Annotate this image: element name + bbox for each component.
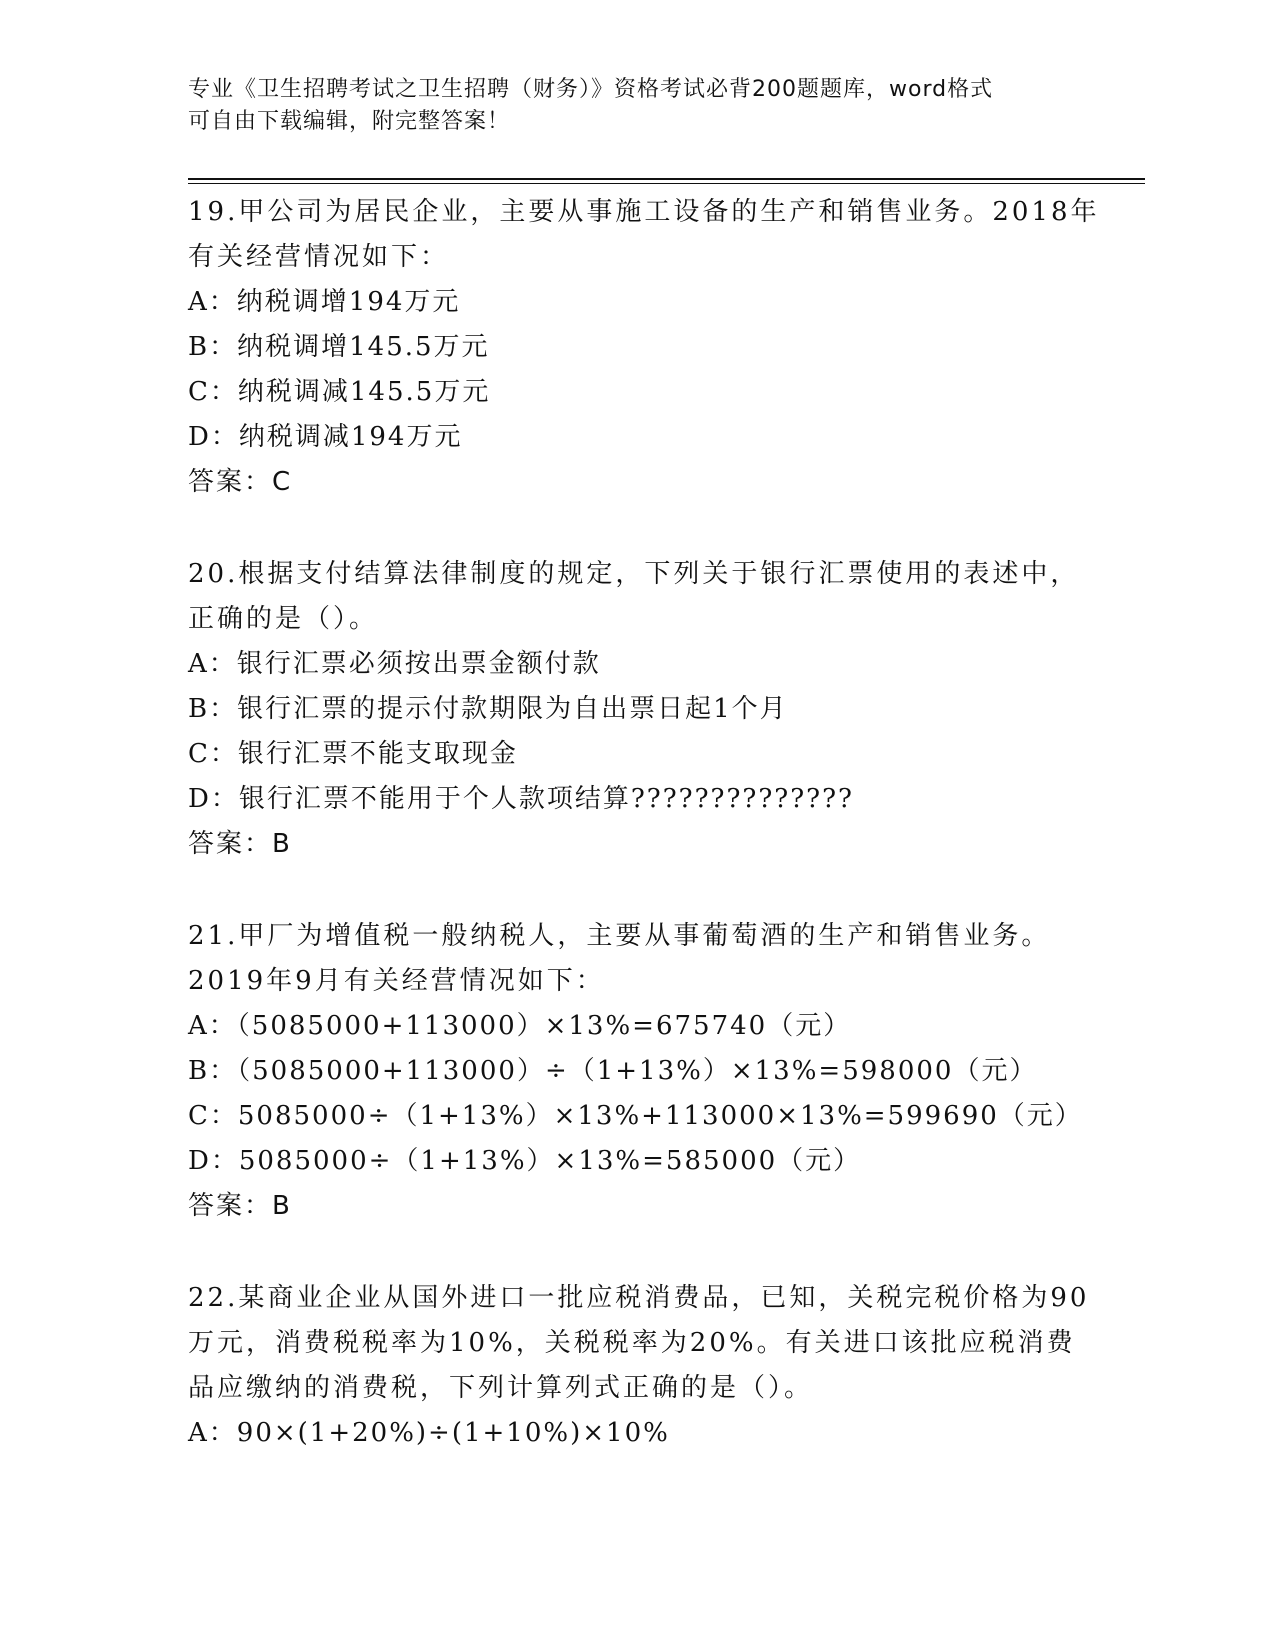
question-text-line: 万元，消费税税率为10%，关税税率为20%。有关进口该批应税消费 bbox=[188, 1328, 1076, 1358]
header-title-line: 专业《卫生招聘考试之卫生招聘（财务）》资格考试必背200题题库，word格式 bbox=[188, 77, 994, 102]
question-20 bbox=[188, 552, 1088, 867]
option-c: C：5085000÷（1+13%）×13%+113000×13%=599690（元） bbox=[188, 1101, 1083, 1131]
option-d: D：纳税调减194万元 bbox=[188, 422, 463, 452]
question-text-line: 21.甲厂为增值税一般纳税人，主要从事葡萄酒的生产和销售业务。 bbox=[188, 921, 1051, 951]
option-b: B：（5085000+113000）÷（1+13%）×13%=598000（元） bbox=[188, 1056, 1038, 1086]
option-a: A：纳税调增194万元 bbox=[188, 287, 461, 317]
header-subtitle-line: 可自由下载编辑，附完整答案！ bbox=[188, 109, 511, 134]
question-text-line: 22.某商业企业从国外进口一批应税消费品，已知，关税完税价格为90 bbox=[188, 1283, 1090, 1313]
option-a: A：（5085000+113000）×13%=675740（元） bbox=[188, 1011, 852, 1041]
document-header bbox=[188, 74, 1088, 138]
option-c: C：银行汇票不能支取现金 bbox=[188, 739, 518, 769]
question-text-line: 品应缴纳的消费税，下列计算列式正确的是（）。 bbox=[188, 1373, 814, 1403]
option-a: A：90×(1+20%)÷(1+10%)×10% bbox=[188, 1418, 670, 1448]
header-divider-thick bbox=[188, 178, 1145, 180]
option-a: A：银行汇票必须按出票金额付款 bbox=[188, 649, 601, 679]
question-text-line: 2019年9月有关经营情况如下： bbox=[188, 966, 605, 996]
question-list bbox=[188, 190, 1100, 1456]
answer-line: 答案：B bbox=[188, 829, 292, 859]
question-text-line: 正确的是（）。 bbox=[188, 604, 379, 634]
answer-line: 答案：B bbox=[188, 1191, 292, 1221]
answer-line: 答案：C bbox=[188, 467, 293, 497]
header-divider-thin bbox=[188, 183, 1145, 184]
question-text-line: 20.根据支付结算法律制度的规定，下列关于银行汇票使用的表述中， bbox=[188, 559, 1080, 589]
question-text-line: 有关经营情况如下： bbox=[188, 242, 450, 272]
question-21 bbox=[188, 914, 1088, 1229]
question-text-line: 19.甲公司为居民企业，主要从事施工设备的生产和销售业务。2018年 bbox=[188, 197, 1100, 227]
option-b: B：纳税调增145.5万元 bbox=[188, 332, 490, 362]
option-d: D：5085000÷（1+13%）×13%=585000（元） bbox=[188, 1146, 862, 1176]
option-c: C：纳税调减145.5万元 bbox=[188, 377, 491, 407]
option-d: D：银行汇票不能用于个人款项结算?????????????? bbox=[188, 784, 854, 814]
question-19 bbox=[188, 190, 1100, 505]
option-b: B：银行汇票的提示付款期限为自出票日起1个月 bbox=[188, 694, 788, 724]
question-22 bbox=[188, 1276, 1088, 1456]
